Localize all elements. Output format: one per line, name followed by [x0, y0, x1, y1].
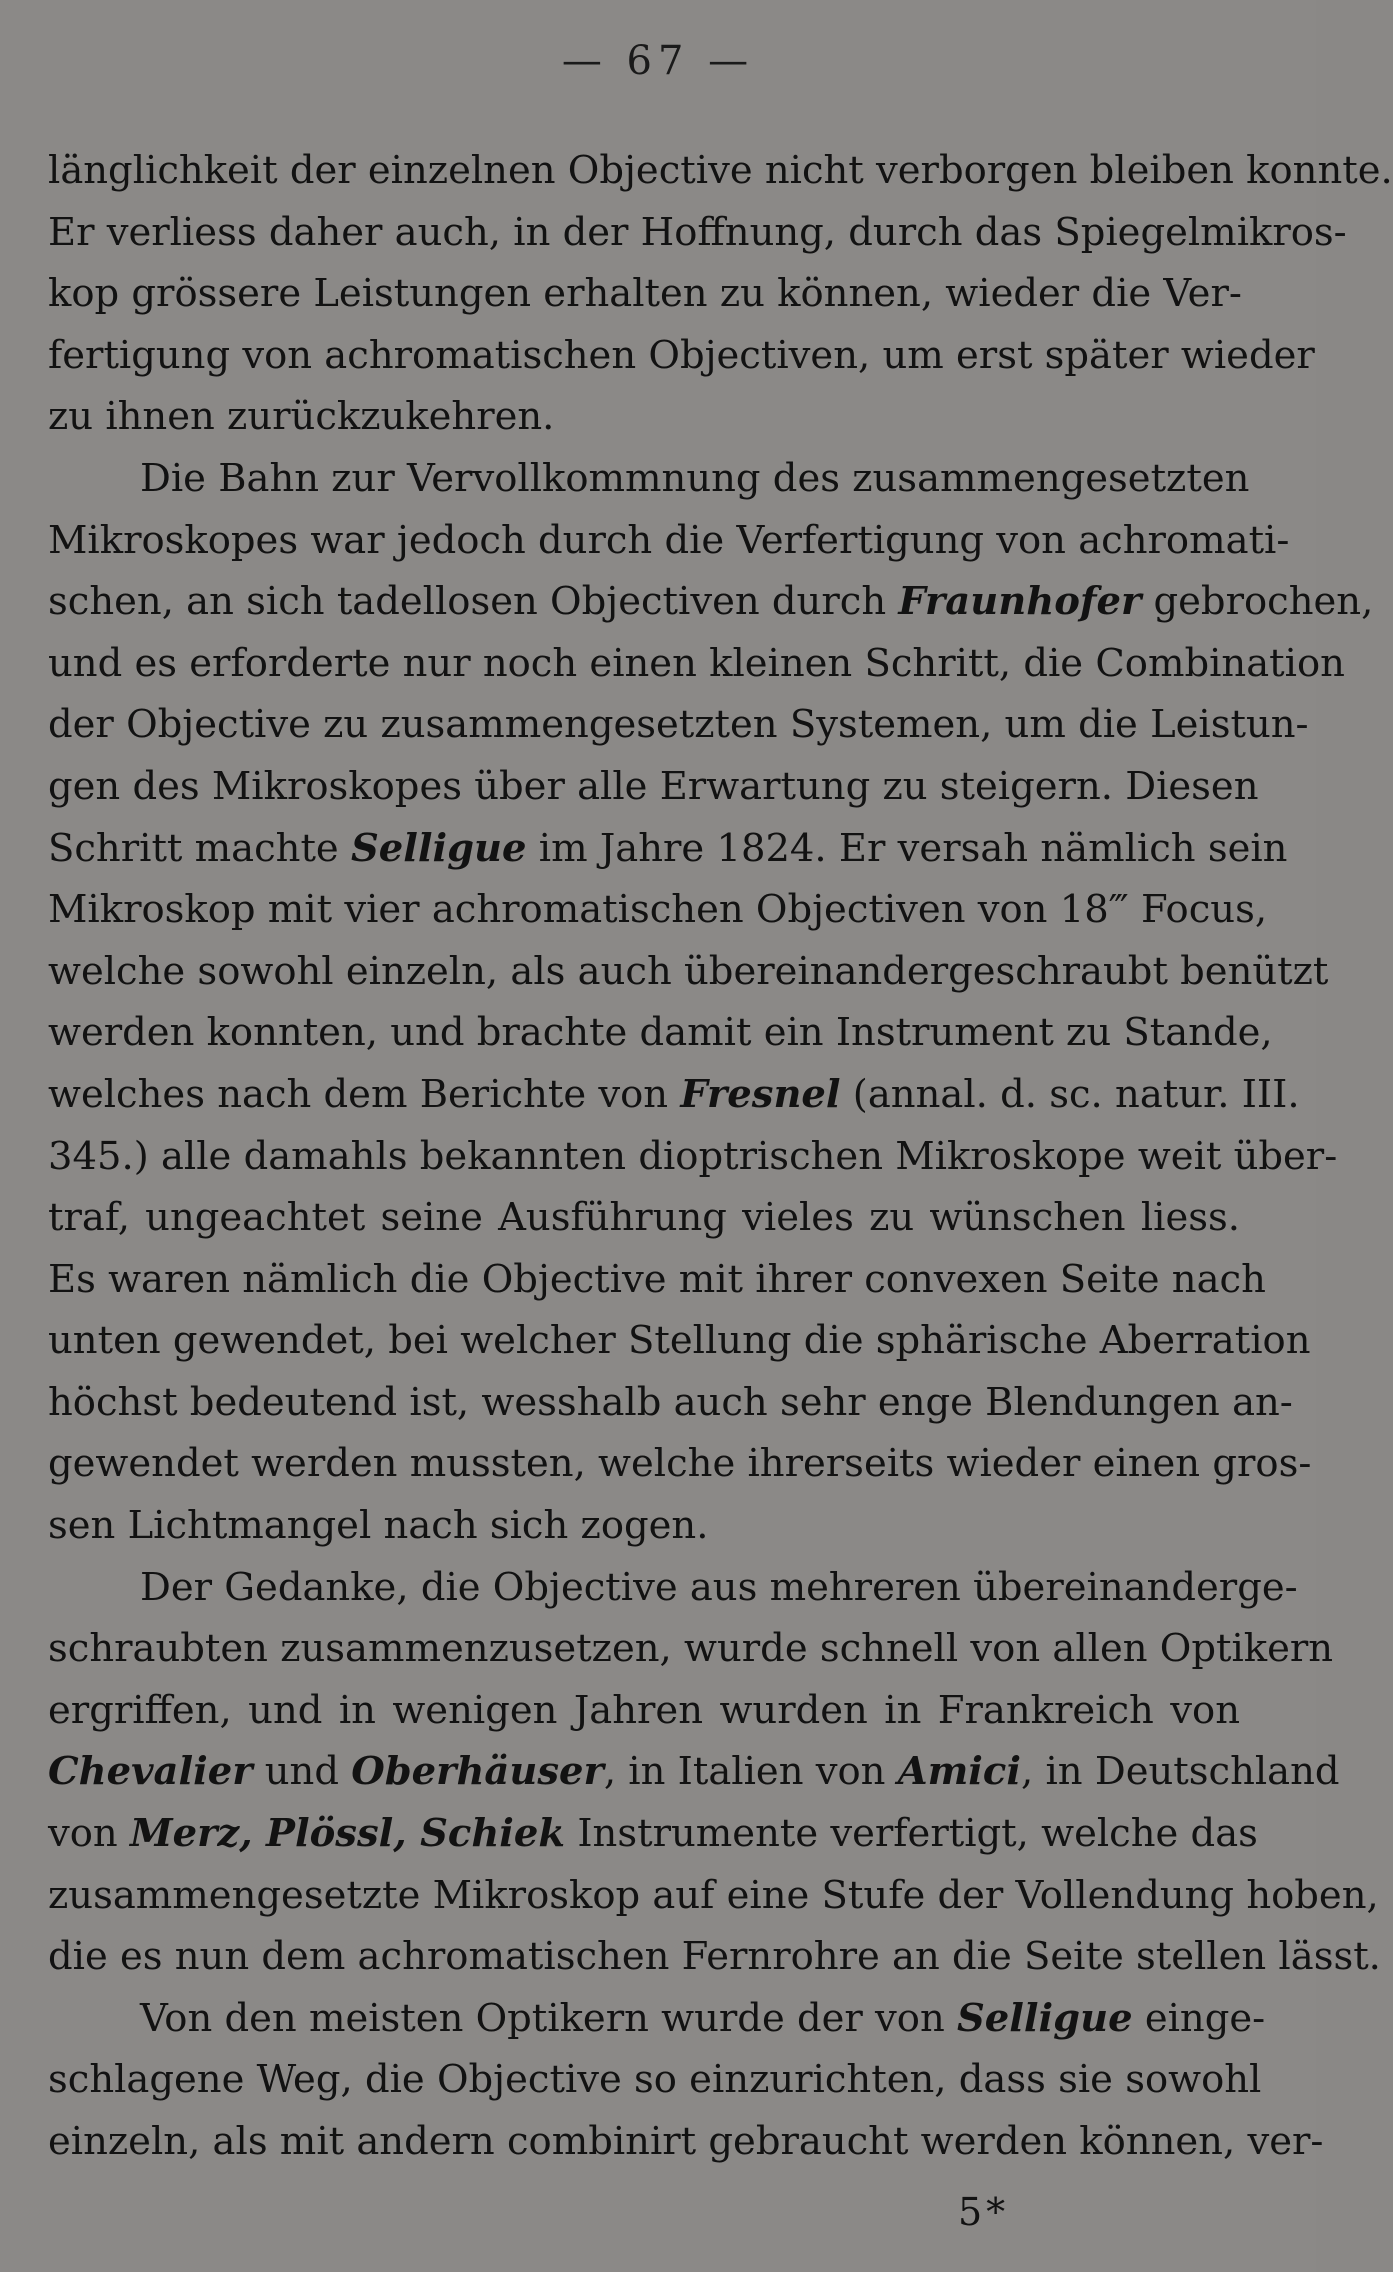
text-line: gen des Mikroskopes über alle Erwartung zu steigern. Diesen: [48, 763, 1259, 809]
text-line: ergriffen, und in wenigen Jahren wurden in Frankreich von: [48, 1687, 1240, 1733]
text-line: traf, ungeachtet seine Ausführung vieles zu wünschen liess.: [48, 1195, 1240, 1241]
page-number-header: — 67 —: [561, 38, 755, 84]
text-line: welche sowohl einzeln, als auch übereinandergeschraubt benützt: [48, 948, 1329, 994]
text-line: Die Bahn zur Vervollkommnung des zusammengesetzten: [140, 455, 1250, 501]
person-name: Fresnel: [680, 1071, 841, 1117]
text-line: zu ihnen zurückzukehren.: [48, 394, 555, 440]
text-line: Der Gedanke, die Objective aus mehreren übereinanderge-: [140, 1564, 1298, 1610]
text-line: Es waren nämlich die Objective mit ihrer convexen Seite nach: [48, 1256, 1266, 1302]
text-line: der Objective zu zusammengesetzten Systemen, um die Leistun-: [48, 702, 1309, 748]
text-line: höchst bedeutend ist, wesshalb auch sehr enge Blendungen an-: [48, 1379, 1293, 1425]
person-name: Merz, Plössl, Schiek: [129, 1811, 566, 1857]
text-line: gewendet werden mussten, welche ihrerseits wieder einen gros-: [48, 1441, 1312, 1487]
text-line: und es erforderte nur noch einen kleinen Schritt, die Combination: [48, 640, 1345, 686]
person-name: Fraunhofer: [898, 579, 1142, 625]
text-line: schlagene Weg, die Objective so einzurichten, dass sie sowohl: [48, 2057, 1262, 2103]
signature-mark: 5*: [958, 2190, 1010, 2234]
person-name: Amici: [897, 1749, 1022, 1795]
text-line: welches nach dem Berichte von Fresnel (annal. d. sc. natur. III.: [48, 1071, 1300, 1117]
text-line: zusammengesetzte Mikroskop auf eine Stufe der Vollendung hoben,: [48, 1872, 1379, 1918]
text-line: unten gewendet, bei welcher Stellung die sphärische Aberration: [48, 1318, 1311, 1364]
person-name: Chevalier: [48, 1749, 253, 1795]
text-line: von Merz, Plössl, Schiek Instrumente verfertigt, welche das: [48, 1811, 1258, 1857]
text-line: Von den meisten Optikern wurde der von Selligue einge-: [140, 1995, 1266, 2041]
text-line: Mikroskop mit vier achromatischen Objectiven von 18‴ Focus,: [48, 887, 1268, 933]
text-line: Chevalier und Oberhäuser, in Italien von Amici, in Deutschland: [48, 1749, 1340, 1795]
text-line: einzeln, als mit andern combinirt gebraucht werden können, ver-: [48, 2119, 1324, 2164]
text-line: 345.) alle damahls bekannten dioptrischen Mikroskope weit über-: [48, 1133, 1338, 1179]
text-line: länglichkeit der einzelnen Objective nicht verborgen bleiben konnte.: [48, 148, 1393, 193]
text-line: kop grössere Leistungen erhalten zu können, wieder die Ver-: [48, 271, 1242, 317]
text-line: schen, an sich tadellosen Objectiven durch Fraunhofer gebrochen,: [48, 579, 1374, 625]
person-name: Oberhäuser: [351, 1749, 604, 1795]
text-line: schraubten zusammenzusetzen, wurde schnell von allen Optikern: [48, 1626, 1334, 1672]
person-name: Selligue: [957, 1995, 1133, 2041]
body-text: [48, 140, 1393, 2173]
text-line: Mikroskopes war jedoch durch die Verfertigung von achromati-: [48, 517, 1290, 563]
text-line: werden konnten, und brachte damit ein Instrument zu Stande,: [48, 1010, 1273, 1056]
text-line: fertigung von achromatischen Objectiven, um erst später wieder: [48, 332, 1315, 378]
text-line: sen Lichtmangel nach sich zogen.: [48, 1503, 709, 1549]
text-line: Schritt machte Selligue im Jahre 1824. Er versah nämlich sein: [48, 825, 1288, 871]
person-name: Selligue: [350, 825, 527, 871]
text-line: Er verliess daher auch, in der Hoffnung, durch das Spiegelmikros-: [48, 209, 1347, 255]
text-line: die es nun dem achromatischen Fernrohre an die Seite stellen lässt.: [48, 1934, 1381, 1980]
